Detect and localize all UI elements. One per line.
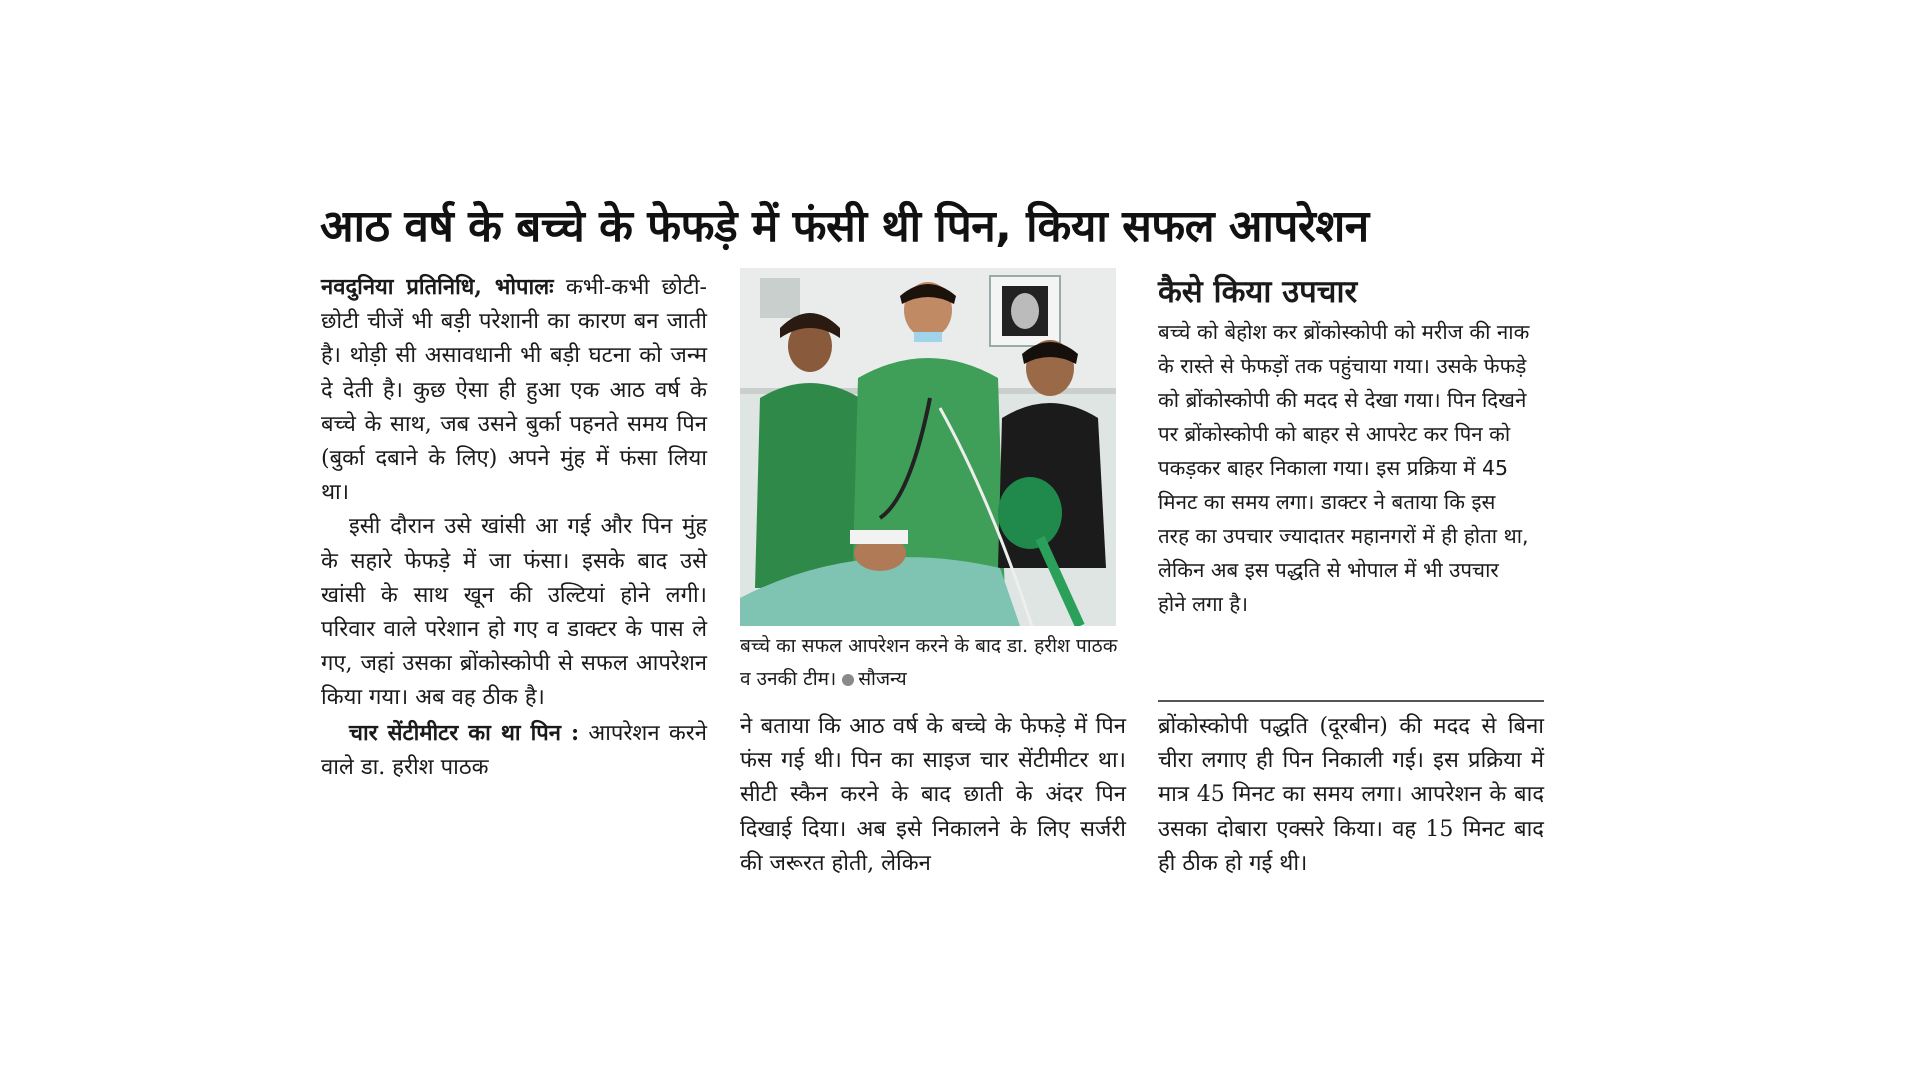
operating-room-photo [740, 268, 1116, 626]
paragraph-text: कभी-कभी छोटी-छोटी चीजें भी बड़ी परेशानी का कारण बन जाती है। थोड़ी सी असावधानी भी बड़ी घटना को जन्म दे देती है। कुछ ऐसा ही हुआ एक आठ वर्ष के बच्चे के साथ, जब उसने बुर्का पहनते समय पिन (बुर्का दबाने के लिए) अपने मुंह में फंसा लिया था। [321, 275, 707, 506]
inline-subhead: चार सेंटीमीटर का था पिन : [349, 719, 580, 746]
sidebar-text [1158, 315, 1530, 621]
news-photo [740, 268, 1116, 626]
paragraph-text: आपरेशन करने वाले डा. हरीश पाठक [321, 720, 707, 780]
caption-text: बच्चे का सफल आपरेशन करने के बाद डा. हरीश पाठक व उनकी टीम। [740, 635, 1118, 690]
article-column-2 [740, 710, 1126, 881]
photo-caption [740, 630, 1130, 696]
article-column-1 [321, 270, 707, 785]
photo-credit: सौजन्य [858, 668, 907, 690]
sidebar-subhead: कैसे किया उपचार [1158, 274, 1358, 310]
byline: नवदुनिया प्रतिनिधि, भोपालः [321, 274, 554, 300]
credit-bullet-icon [842, 674, 854, 686]
paragraph [321, 270, 707, 510]
paragraph: ने बताया कि आठ वर्ष के बच्चे के फेफड़े में पिन फंस गई थी। पिन का साइज चार सेंटीमीटर था। सीटी स्कैन करने के बाद छाती के अंदर पिन दिखाई दिया। अब इसे निकालने के लिए सर्जरी की जरूरत होती, लेकिन [740, 714, 1126, 876]
headline: आठ वर्ष के बच्चे के फेफड़े में फंसी थी पिन, किया सफल आपरेशन [320, 201, 1369, 252]
article-column-3 [1158, 710, 1544, 881]
paragraph: बच्चे को बेहोश कर ब्रोंकोस्कोपी को मरीज की नाक के रास्ते से फेफड़ों तक पहुंचाया गया। उसके फेफड़े को ब्रोंकोस्कोपी की मदद से देखा गया। पिन दिखने पर ब्रोंकोस्कोपी को बाहर से आपरेट कर पिन को पकड़कर बाहर निकाला गया। इस प्रक्रिया में 45 मिनट का समय लगा। डाक्टर ने बताया कि इस तरह का उपचार ज्यादातर महानगरों में ही होता था, लेकिन अब इस पद्धति से भोपाल में भी उपचार होने लगा है। [1158, 320, 1530, 616]
paragraph: इसी दौरान उसे खांसी आ गई और पिन मुंह के सहारे फेफड़े में जा फंसा। इसके बाद उसे खांसी के साथ खून की उल्टियां होने लगी। परिवार वाले परेशान हो गए व डाक्टर के पास ले गए, जहां उसका ब्रोंकोस्कोपी से सफल आपरेशन किया गया। अब वह ठीक है। [321, 514, 707, 711]
column-divider [1158, 700, 1544, 702]
paragraph: ब्रोंकोस्कोपी पद्धति (दूरबीन) की मदद से बिना चीरा लगाए ही पिन निकाली गई। इस प्रक्रिया में मात्र 45 मिनट का समय लगा। आपरेशन के बाद उसका दोबारा एक्सरे किया। वह 15 मिनट बाद ही ठीक हो गई थी। [1158, 714, 1544, 876]
paragraph [321, 716, 707, 785]
